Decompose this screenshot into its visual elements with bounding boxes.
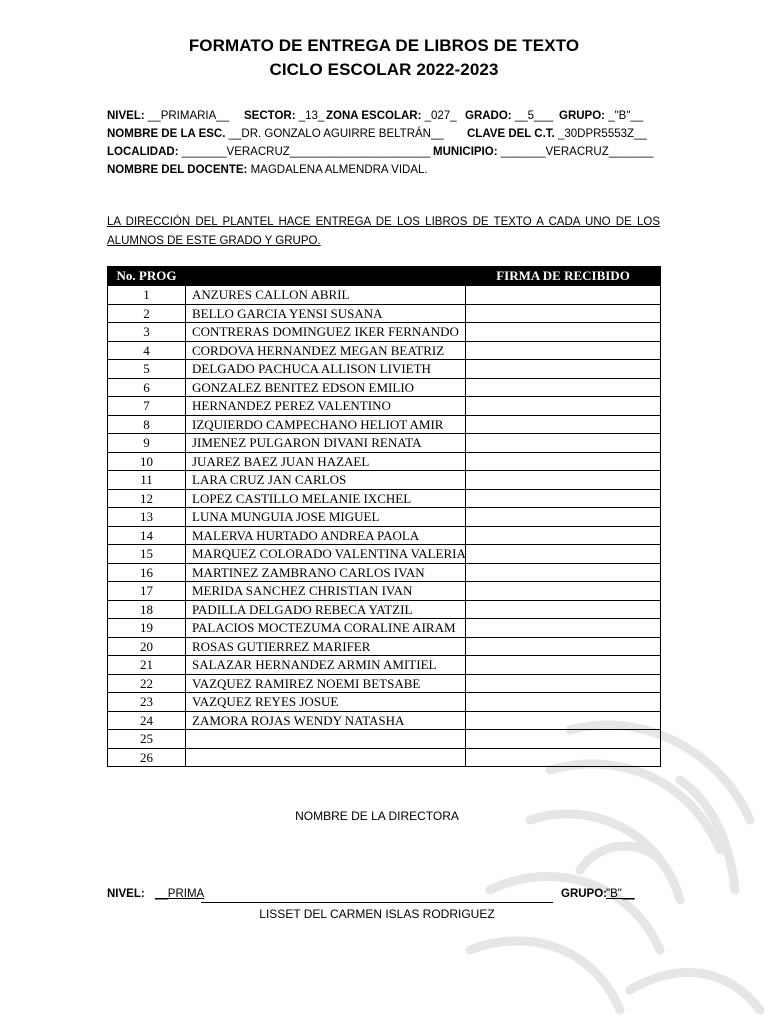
student-name: LUNA MUNGUIA JOSE MIGUEL <box>186 508 466 527</box>
row-number: 19 <box>108 619 186 638</box>
student-name: GONZALEZ BENITEZ EDSON EMILIO <box>186 378 466 397</box>
footer-grupo-label: GRUPO: <box>561 888 607 900</box>
row-number: 2 <box>108 304 186 323</box>
row-number: 15 <box>108 545 186 564</box>
student-name: ROSAS GUTIERREZ MARIFER <box>186 637 466 656</box>
clave-field <box>467 128 647 140</box>
footer-nivel-label: NIVEL: <box>107 888 145 900</box>
grado-field <box>465 110 553 122</box>
signature-cell[interactable] <box>466 415 661 434</box>
signature-cell[interactable] <box>466 656 661 675</box>
signature-cell[interactable] <box>466 508 661 527</box>
student-name: MALERVA HURTADO ANDREA PAOLA <box>186 526 466 545</box>
table-row <box>108 637 661 656</box>
row-number: 17 <box>108 582 186 601</box>
student-name: JIMENEZ PULGARON DIVANI RENATA <box>186 434 466 453</box>
signature-cell[interactable] <box>466 341 661 360</box>
nivel-label: NIVEL: <box>107 110 145 122</box>
sector-value: _13_ <box>298 110 325 122</box>
escuela-value: __DR. GONZALO AGUIRRE BELTRÁN__ <box>228 128 444 140</box>
municipio-value: _______VERACRUZ_______ <box>500 146 654 158</box>
signature-cell[interactable] <box>466 545 661 564</box>
student-name: MARTINEZ ZAMBRANO CARLOS IVAN <box>186 563 466 582</box>
signature-cell[interactable] <box>466 304 661 323</box>
student-name: CONTRERAS DOMINGUEZ IKER FERNANDO <box>186 323 466 342</box>
table-row <box>108 397 661 416</box>
sector-label: SECTOR: <box>244 110 296 122</box>
nivel-value: __PRIMARIA__ <box>147 110 230 122</box>
table-row <box>108 452 661 471</box>
table-row <box>108 582 661 601</box>
row-number: 6 <box>108 378 186 397</box>
student-name: MERIDA SANCHEZ CHRISTIAN IVAN <box>186 582 466 601</box>
signature-cell[interactable] <box>466 286 661 305</box>
signature-cell[interactable] <box>466 471 661 490</box>
footer-nivel-value: __PRIMA <box>155 888 205 900</box>
signature-cell[interactable] <box>466 397 661 416</box>
student-name: PALACIOS MOCTEZUMA CORALINE AIRAM <box>186 619 466 638</box>
grado-label: GRADO: <box>465 110 512 122</box>
nivel-field <box>107 110 229 122</box>
column-header-name <box>186 267 466 286</box>
localidad-value: _______VERACRUZ______________________ <box>181 146 431 158</box>
row-number: 25 <box>108 730 186 749</box>
student-name: VAZQUEZ RAMIREZ NOEMI BETSABE <box>186 674 466 693</box>
director-label: NOMBRE DE LA DIRECTORA <box>295 809 459 823</box>
row-number: 22 <box>108 674 186 693</box>
delivery-notice: LA DIRECCIÓN DEL PLANTEL HACE ENTREGA DE LOS LIBROS DE TEXTO A CADA UNO DE LOS ALUMNOS DE ESTE GRADO Y GRUPO. <box>107 216 660 247</box>
student-name: MARQUEZ COLORADO VALENTINA VALERIA <box>186 545 466 564</box>
docente-label: NOMBRE DEL DOCENTE: <box>107 164 248 176</box>
table-row <box>108 360 661 379</box>
row-number: 24 <box>108 711 186 730</box>
signature-cell[interactable] <box>466 582 661 601</box>
signature-cell[interactable] <box>466 711 661 730</box>
student-name: CORDOVA HERNANDEZ MEGAN BEATRIZ <box>186 341 466 360</box>
row-number: 26 <box>108 748 186 767</box>
table-row <box>108 600 661 619</box>
student-name: HERNANDEZ PEREZ VALENTINO <box>186 397 466 416</box>
student-name: SALAZAR HERNANDEZ ARMIN AMITIEL <box>186 656 466 675</box>
row-number: 7 <box>108 397 186 416</box>
zona-field <box>326 110 457 122</box>
student-name <box>186 730 466 749</box>
grupo-label: GRUPO: <box>559 110 605 122</box>
table-row <box>108 563 661 582</box>
table-row <box>108 730 661 749</box>
column-header-signature: FIRMA DE RECIBIDO <box>466 267 661 286</box>
row-number: 18 <box>108 600 186 619</box>
student-name: BELLO GARCIA YENSI SUSANA <box>186 304 466 323</box>
sector-field <box>244 110 324 122</box>
signature-cell[interactable] <box>466 600 661 619</box>
row-number: 23 <box>108 693 186 712</box>
municipio-label: MUNICIPIO: <box>433 146 498 158</box>
table-row <box>108 508 661 527</box>
student-name: IZQUIERDO CAMPECHANO HELIOT AMIR <box>186 415 466 434</box>
signature-cell[interactable] <box>466 378 661 397</box>
student-name: ZAMORA ROJAS WENDY NATASHA <box>186 711 466 730</box>
table-row <box>108 341 661 360</box>
row-number: 1 <box>108 286 186 305</box>
row-number: 12 <box>108 489 186 508</box>
row-number: 11 <box>108 471 186 490</box>
school-year-title: CICLO ESCOLAR 2022-2023 <box>269 60 499 79</box>
clave-value: _30DPR5553Z__ <box>557 128 647 140</box>
student-name: LARA CRUZ JAN CARLOS <box>186 471 466 490</box>
localidad-field <box>107 146 430 158</box>
grupo-value: _"B"__ <box>608 110 644 122</box>
zona-label: ZONA ESCOLAR: <box>326 110 422 122</box>
escuela-label: NOMBRE DE LA ESC. <box>107 128 226 140</box>
docente-value: MAGDALENA ALMENDRA VIDAL. <box>250 164 428 176</box>
table-row <box>108 748 661 767</box>
student-name: JUAREZ BAEZ JUAN HAZAEL <box>186 452 466 471</box>
info-row-2 <box>107 128 660 144</box>
table-row <box>108 286 661 305</box>
table-row <box>108 378 661 397</box>
row-number: 16 <box>108 563 186 582</box>
signature-cell[interactable] <box>466 434 661 453</box>
row-number: 8 <box>108 415 186 434</box>
signature-cell[interactable] <box>466 730 661 749</box>
row-number: 9 <box>108 434 186 453</box>
table-row <box>108 545 661 564</box>
table-header-row <box>108 267 661 286</box>
students-table <box>107 266 661 767</box>
row-number: 4 <box>108 341 186 360</box>
signature-cell[interactable] <box>466 563 661 582</box>
signature-cell[interactable] <box>466 526 661 545</box>
signature-cell[interactable] <box>466 489 661 508</box>
escuela-field <box>107 128 444 140</box>
table-row <box>108 304 661 323</box>
column-header-number: No. PROG <box>108 267 186 286</box>
table-row <box>108 415 661 434</box>
docente-field <box>107 164 428 176</box>
director-name: LISSET DEL CARMEN ISLAS RODRIGUEZ <box>259 907 495 921</box>
info-row-3 <box>107 146 660 162</box>
student-name <box>186 748 466 767</box>
student-name: ANZURES CALLON ABRIL <box>186 286 466 305</box>
row-number: 5 <box>108 360 186 379</box>
director-signature-line[interactable] <box>201 902 553 903</box>
signature-cell[interactable] <box>466 748 661 767</box>
student-name: DELGADO PACHUCA ALLISON LIVIETH <box>186 360 466 379</box>
signature-cell[interactable] <box>466 323 661 342</box>
table-row <box>108 526 661 545</box>
zona-value: _027_ <box>424 110 457 122</box>
signature-row <box>107 888 667 908</box>
footer-grupo-value: "B"__ <box>606 888 635 900</box>
table-row <box>108 323 661 342</box>
signature-cell[interactable] <box>466 637 661 656</box>
row-number: 13 <box>108 508 186 527</box>
grupo-field <box>559 110 643 122</box>
row-number: 3 <box>108 323 186 342</box>
row-number: 14 <box>108 526 186 545</box>
info-row-1 <box>107 110 660 126</box>
table-row <box>108 656 661 675</box>
table-row <box>108 711 661 730</box>
signature-cell[interactable] <box>466 674 661 693</box>
document-title: FORMATO DE ENTREGA DE LIBROS DE TEXTO <box>188 36 580 55</box>
signature-cell[interactable] <box>466 452 661 471</box>
table-row <box>108 619 661 638</box>
table-row <box>108 674 661 693</box>
row-number: 20 <box>108 637 186 656</box>
signature-cell[interactable] <box>466 619 661 638</box>
table-row <box>108 693 661 712</box>
localidad-label: LOCALIDAD: <box>107 146 179 158</box>
table-row <box>108 471 661 490</box>
signature-cell[interactable] <box>466 693 661 712</box>
row-number: 10 <box>108 452 186 471</box>
table-row <box>108 489 661 508</box>
student-name: LOPEZ CASTILLO MELANIE IXCHEL <box>186 489 466 508</box>
row-number: 21 <box>108 656 186 675</box>
municipio-field <box>433 146 654 158</box>
table-row <box>108 434 661 453</box>
signature-cell[interactable] <box>466 360 661 379</box>
clave-label: CLAVE DEL C.T. <box>467 128 555 140</box>
student-name: PADILLA DELGADO REBECA YATZIL <box>186 600 466 619</box>
grado-value: __5___ <box>514 110 554 122</box>
student-name: VAZQUEZ REYES JOSUE <box>186 693 466 712</box>
